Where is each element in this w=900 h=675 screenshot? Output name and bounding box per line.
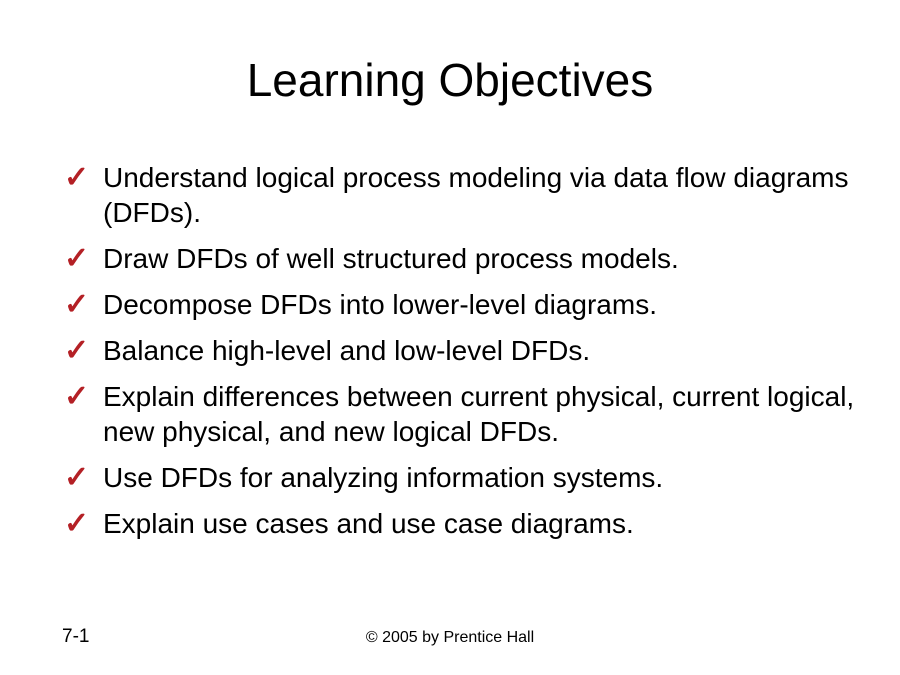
list-item: [62, 160, 864, 230]
list-item: [62, 460, 864, 495]
bullet-text: Draw DFDs of well structured process models.: [103, 243, 679, 274]
checkmark-icon: ✓: [64, 288, 90, 321]
list-item: [62, 333, 864, 368]
copyright-text: © 2005 by Prentice Hall: [365, 629, 535, 646]
checkmark-icon: ✓: [64, 334, 90, 367]
list-item: [62, 287, 864, 322]
checkmark-icon: ✓: [64, 380, 90, 413]
bullet-list: [62, 160, 864, 541]
slide-title: Learning Objectives: [246, 54, 654, 106]
bullet-text: Use DFDs for analyzing information systems.: [103, 462, 664, 493]
bullet-text: Understand logical process modeling via data flow diagrams (DFDs).: [103, 162, 849, 228]
checkmark-icon: ✓: [64, 242, 90, 275]
checkmark-icon: ✓: [64, 161, 90, 194]
bullet-text: Decompose DFDs into lower-level diagrams.: [103, 289, 657, 320]
checkmark-icon: ✓: [64, 461, 90, 494]
list-item: [62, 506, 864, 541]
list-item: [62, 379, 864, 449]
bullet-text: Balance high-level and low-level DFDs.: [103, 335, 591, 366]
page-number: 7-1: [62, 626, 90, 647]
checkmark-icon: ✓: [64, 507, 90, 540]
bullet-text: Explain differences between current physical, current logical, new physical, and new logical DFDs.: [103, 381, 855, 447]
bullet-text: Explain use cases and use case diagrams.: [103, 508, 634, 539]
list-item: [62, 241, 864, 276]
